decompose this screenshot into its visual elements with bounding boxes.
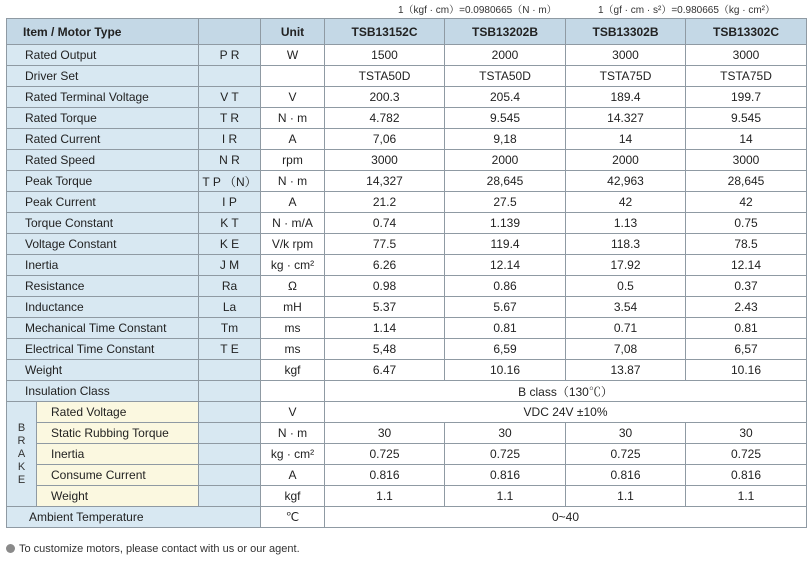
- table-row: [7, 381, 807, 402]
- row-value: TSTA50D: [325, 66, 445, 87]
- header-unit: Unit: [261, 19, 325, 45]
- brake-voltage-value: VDC 24V ±10%: [325, 402, 807, 423]
- header-model-3: TSB13302B: [566, 19, 686, 45]
- brake-row-value: 0.816: [445, 465, 566, 486]
- row-value: 10.16: [445, 360, 566, 381]
- row-value: 78.5: [686, 234, 807, 255]
- row-symbol: [199, 66, 261, 87]
- insulation-label: Insulation Class: [7, 381, 199, 402]
- row-label: Torque Constant: [7, 213, 199, 234]
- row-label: Weight: [7, 360, 199, 381]
- row-value: 3000: [325, 150, 445, 171]
- row-value: 1.14: [325, 318, 445, 339]
- table-row: [7, 486, 807, 507]
- row-label: Inertia: [7, 255, 199, 276]
- footer-text: To customize motors, please contact with us or our agent.: [19, 543, 300, 555]
- brake-row-value: 0.816: [325, 465, 445, 486]
- row-value: 199.7: [686, 87, 807, 108]
- table-row: [7, 213, 807, 234]
- row-value: 14,327: [325, 171, 445, 192]
- brake-row-label: Static Rubbing Torque: [37, 423, 199, 444]
- row-value: 14: [566, 129, 686, 150]
- row-value: 3000: [686, 45, 807, 66]
- row-unit: ms: [261, 318, 325, 339]
- row-symbol: T E: [199, 339, 261, 360]
- brake-vertical-text: B R A K E: [17, 421, 26, 486]
- row-symbol: Ra: [199, 276, 261, 297]
- brake-row-unit: V: [261, 402, 325, 423]
- row-label: Inductance: [7, 297, 199, 318]
- row-symbol: I R: [199, 129, 261, 150]
- table-row: [7, 276, 807, 297]
- row-value: 9.545: [445, 108, 566, 129]
- row-label: Resistance: [7, 276, 199, 297]
- row-value: 200.3: [325, 87, 445, 108]
- row-value: 3000: [686, 150, 807, 171]
- row-unit: Ω: [261, 276, 325, 297]
- row-unit: V/k rpm: [261, 234, 325, 255]
- row-label: Rated Current: [7, 129, 199, 150]
- header-item: Item / Motor Type: [7, 19, 199, 45]
- brake-row-value: 0.816: [566, 465, 686, 486]
- table-row: [7, 192, 807, 213]
- brake-row-value: 0.725: [566, 444, 686, 465]
- row-value: 0.5: [566, 276, 686, 297]
- brake-row-value: 30: [686, 423, 807, 444]
- row-value: 0.86: [445, 276, 566, 297]
- header-model-4: TSB13302C: [686, 19, 807, 45]
- row-value: 3000: [566, 45, 686, 66]
- insulation-unit: [261, 381, 325, 402]
- row-value: 9,18: [445, 129, 566, 150]
- row-value: 14: [686, 129, 807, 150]
- row-label: Peak Current: [7, 192, 199, 213]
- row-value: 77.5: [325, 234, 445, 255]
- brake-row-label: Consume Current: [37, 465, 199, 486]
- row-unit: V: [261, 87, 325, 108]
- row-value: 42: [566, 192, 686, 213]
- row-symbol: N R: [199, 150, 261, 171]
- row-value: 2.43: [686, 297, 807, 318]
- row-value: 205.4: [445, 87, 566, 108]
- header-symbol: [199, 19, 261, 45]
- brake-row-unit: kgf: [261, 486, 325, 507]
- table-row: [7, 108, 807, 129]
- unit-conversion-note: [0, 1, 806, 15]
- table-row: [7, 234, 807, 255]
- brake-row-value: 1.1: [686, 486, 807, 507]
- brake-row-symbol: [199, 402, 261, 423]
- table-row: [7, 402, 807, 423]
- table-row: [7, 255, 807, 276]
- brake-row-value: 0.725: [686, 444, 807, 465]
- table-row: [7, 507, 807, 528]
- row-value: 1.13: [566, 213, 686, 234]
- row-value: TSTA50D: [445, 66, 566, 87]
- row-value: 0.81: [686, 318, 807, 339]
- row-unit: kg · cm²: [261, 255, 325, 276]
- brake-row-value: 0.725: [325, 444, 445, 465]
- brake-row-unit: A: [261, 465, 325, 486]
- row-value: 9.545: [686, 108, 807, 129]
- row-value: 12.14: [686, 255, 807, 276]
- row-symbol: T P （N）: [199, 171, 261, 192]
- row-symbol: K T: [199, 213, 261, 234]
- row-label: Driver Set: [7, 66, 199, 87]
- table-row: [7, 339, 807, 360]
- table-row: [7, 465, 807, 486]
- row-value: 118.3: [566, 234, 686, 255]
- brake-row-value: 0.816: [686, 465, 807, 486]
- brake-section-label: [7, 402, 37, 507]
- row-value: 6.47: [325, 360, 445, 381]
- row-symbol: V T: [199, 87, 261, 108]
- row-unit: mH: [261, 297, 325, 318]
- row-unit: A: [261, 129, 325, 150]
- brake-row-value: 1.1: [445, 486, 566, 507]
- table-row: [7, 45, 807, 66]
- row-value: 0.71: [566, 318, 686, 339]
- row-unit: A: [261, 192, 325, 213]
- row-value: TSTA75D: [686, 66, 807, 87]
- row-value: 1500: [325, 45, 445, 66]
- row-value: 4.782: [325, 108, 445, 129]
- row-value: 14.327: [566, 108, 686, 129]
- row-value: 2000: [445, 45, 566, 66]
- brake-row-unit: kg · cm²: [261, 444, 325, 465]
- table-row: [7, 87, 807, 108]
- brake-row-value: 1.1: [325, 486, 445, 507]
- row-unit: N · m: [261, 108, 325, 129]
- brake-row-unit: N · m: [261, 423, 325, 444]
- row-symbol: I P: [199, 192, 261, 213]
- brake-row-symbol: [199, 444, 261, 465]
- row-label: Peak Torque: [7, 171, 199, 192]
- row-value: 17.92: [566, 255, 686, 276]
- table-row: [7, 66, 807, 87]
- header-model-2: TSB13202B: [445, 19, 566, 45]
- row-symbol: P R: [199, 45, 261, 66]
- row-value: 12.14: [445, 255, 566, 276]
- row-label: Electrical Time Constant: [7, 339, 199, 360]
- row-value: 119.4: [445, 234, 566, 255]
- row-value: 2000: [566, 150, 686, 171]
- row-label: Voltage Constant: [7, 234, 199, 255]
- row-label: Rated Speed: [7, 150, 199, 171]
- row-value: 0.74: [325, 213, 445, 234]
- header-model-1: TSB13152C: [325, 19, 445, 45]
- row-value: 7,08: [566, 339, 686, 360]
- bullet-icon: [6, 544, 15, 553]
- table-row: [7, 171, 807, 192]
- row-value: 6.26: [325, 255, 445, 276]
- table-row: [7, 297, 807, 318]
- row-value: 6,59: [445, 339, 566, 360]
- ambient-value: 0~40: [325, 507, 807, 528]
- brake-row-label: Rated Voltage: [37, 402, 199, 423]
- kgf-conversion-text: 1（kgf · cm）=0.0980665（N · m）: [398, 5, 557, 16]
- row-label: Mechanical Time Constant: [7, 318, 199, 339]
- brake-row-symbol: [199, 465, 261, 486]
- row-value: 0.81: [445, 318, 566, 339]
- table-row: [7, 444, 807, 465]
- brake-row-symbol: [199, 486, 261, 507]
- footer-note: [6, 543, 300, 555]
- row-unit: [261, 66, 325, 87]
- row-label: Rated Output: [7, 45, 199, 66]
- row-value: 1.139: [445, 213, 566, 234]
- row-symbol: Tm: [199, 318, 261, 339]
- row-value: 0.98: [325, 276, 445, 297]
- row-unit: rpm: [261, 150, 325, 171]
- row-symbol: La: [199, 297, 261, 318]
- motor-spec-table: [6, 18, 807, 528]
- brake-row-value: 30: [445, 423, 566, 444]
- row-value: 13.87: [566, 360, 686, 381]
- row-value: 7,06: [325, 129, 445, 150]
- row-label: Rated Terminal Voltage: [7, 87, 199, 108]
- row-symbol: T R: [199, 108, 261, 129]
- brake-row-label: Weight: [37, 486, 199, 507]
- row-value: 5.67: [445, 297, 566, 318]
- row-symbol: J M: [199, 255, 261, 276]
- row-unit: ms: [261, 339, 325, 360]
- row-value: 2000: [445, 150, 566, 171]
- gf-conversion-text: 1（gf · cm · s²）=0.980665（kg · cm²）: [598, 5, 775, 16]
- row-unit: N · m/A: [261, 213, 325, 234]
- row-value: 189.4: [566, 87, 686, 108]
- row-value: 6,57: [686, 339, 807, 360]
- row-value: 5,48: [325, 339, 445, 360]
- row-value: 42: [686, 192, 807, 213]
- row-value: 27.5: [445, 192, 566, 213]
- row-symbol: K E: [199, 234, 261, 255]
- row-value: 0.75: [686, 213, 807, 234]
- ambient-label: Ambient Temperature: [7, 507, 261, 528]
- insulation-symbol: [199, 381, 261, 402]
- row-value: 5.37: [325, 297, 445, 318]
- brake-row-value: 1.1: [566, 486, 686, 507]
- row-label: Rated Torque: [7, 108, 199, 129]
- row-value: 0.37: [686, 276, 807, 297]
- row-value: 28,645: [445, 171, 566, 192]
- row-value: 42,963: [566, 171, 686, 192]
- ambient-unit: ℃: [261, 507, 325, 528]
- table-row: [7, 360, 807, 381]
- brake-row-value: 0.725: [445, 444, 566, 465]
- row-value: 21.2: [325, 192, 445, 213]
- row-value: TSTA75D: [566, 66, 686, 87]
- table-row: [7, 318, 807, 339]
- insulation-value: B class（130℃）: [325, 381, 807, 402]
- table-header-row: [7, 19, 807, 45]
- table-row: [7, 423, 807, 444]
- brake-row-value: 30: [566, 423, 686, 444]
- brake-row-symbol: [199, 423, 261, 444]
- row-value: 28,645: [686, 171, 807, 192]
- brake-row-value: 30: [325, 423, 445, 444]
- row-unit: kgf: [261, 360, 325, 381]
- row-value: 3.54: [566, 297, 686, 318]
- row-symbol: [199, 360, 261, 381]
- row-unit: N · m: [261, 171, 325, 192]
- row-value: 10.16: [686, 360, 807, 381]
- table-row: [7, 129, 807, 150]
- brake-row-label: Inertia: [37, 444, 199, 465]
- row-unit: W: [261, 45, 325, 66]
- table-row: [7, 150, 807, 171]
